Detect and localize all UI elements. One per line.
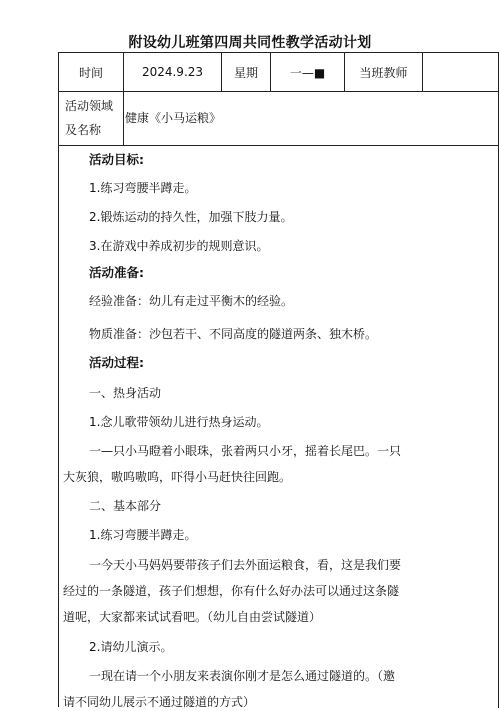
teacher-value bbox=[423, 53, 499, 91]
table-right-border bbox=[498, 146, 499, 708]
story-line: 经过的一条隧道，孩子们想想，你有什么好办法可以通过这条隧 bbox=[63, 584, 400, 598]
weekday-label: 星期 bbox=[233, 65, 258, 80]
document-title: 附设幼儿班第四周共同性教学活动计划 bbox=[128, 35, 372, 51]
prep-experience: 经验准备：幼儿有走过平衡木的经验。 bbox=[89, 294, 294, 308]
rhyme-line: 大灰狼，嗷呜嗷呜，吓得小马赶快往回跑。 bbox=[63, 470, 292, 484]
time-label: 时间 bbox=[78, 65, 103, 80]
demo-line: 一现在请一个小朋友来表演你刚才是怎么通过隧道的。（邀 bbox=[89, 669, 396, 683]
table-right-border bbox=[498, 53, 499, 91]
domain-label-line1: 活动领域 bbox=[65, 99, 114, 113]
domain-label-line2: 及名称 bbox=[65, 123, 102, 137]
lesson-plan-table bbox=[58, 52, 499, 707]
goal-item: 2.锻炼运动的持久性，加强下肢力量。 bbox=[89, 210, 293, 224]
section-heading: 二、基本部分 bbox=[89, 499, 162, 513]
step-text: 2.请幼儿演示。 bbox=[89, 640, 173, 654]
divider bbox=[123, 91, 124, 145]
domain-label bbox=[59, 91, 123, 145]
header-row bbox=[59, 53, 499, 92]
prep-material: 物质准备：沙包若干、不同高度的隧道两条、独木桥。 bbox=[89, 327, 378, 341]
step-text: 1.念儿歌带领幼儿进行热身运动。 bbox=[89, 415, 269, 429]
prep-heading: 活动准备: bbox=[89, 265, 144, 280]
step-text: 1.练习弯腰半蹲走。 bbox=[89, 528, 197, 542]
teacher-label: 当班教师 bbox=[359, 65, 408, 80]
process-heading: 活动过程: bbox=[89, 355, 144, 370]
section-heading: 一、热身活动 bbox=[89, 386, 162, 400]
goals-heading: 活动目标: bbox=[89, 152, 144, 167]
table-right-border bbox=[498, 91, 499, 145]
story-line: 道呢，大家都来试试看吧。（幼儿自由尝试隧道） bbox=[63, 610, 322, 624]
goal-item: 3.在游戏中养成初步的规则意识。 bbox=[89, 239, 269, 253]
rhyme-line: 一—只小马瞪着小眼珠，张着两只小牙，摇着长尾巴。一只 bbox=[89, 444, 402, 458]
story-line: 一今天小马妈妈要带孩子们去外面运粮食，看，这是我们要 bbox=[89, 558, 402, 572]
weekday-value: 一—■ bbox=[289, 65, 326, 80]
demo-line: 请不同幼儿展示不通过隧道的方式） bbox=[63, 695, 256, 709]
domain-value: 健康《小马运粮》 bbox=[125, 111, 222, 125]
activity-domain-row bbox=[59, 91, 499, 146]
date-value: 2024.9.23 bbox=[141, 65, 204, 79]
goal-item: 1.练习弯腰半蹲走。 bbox=[89, 181, 197, 195]
